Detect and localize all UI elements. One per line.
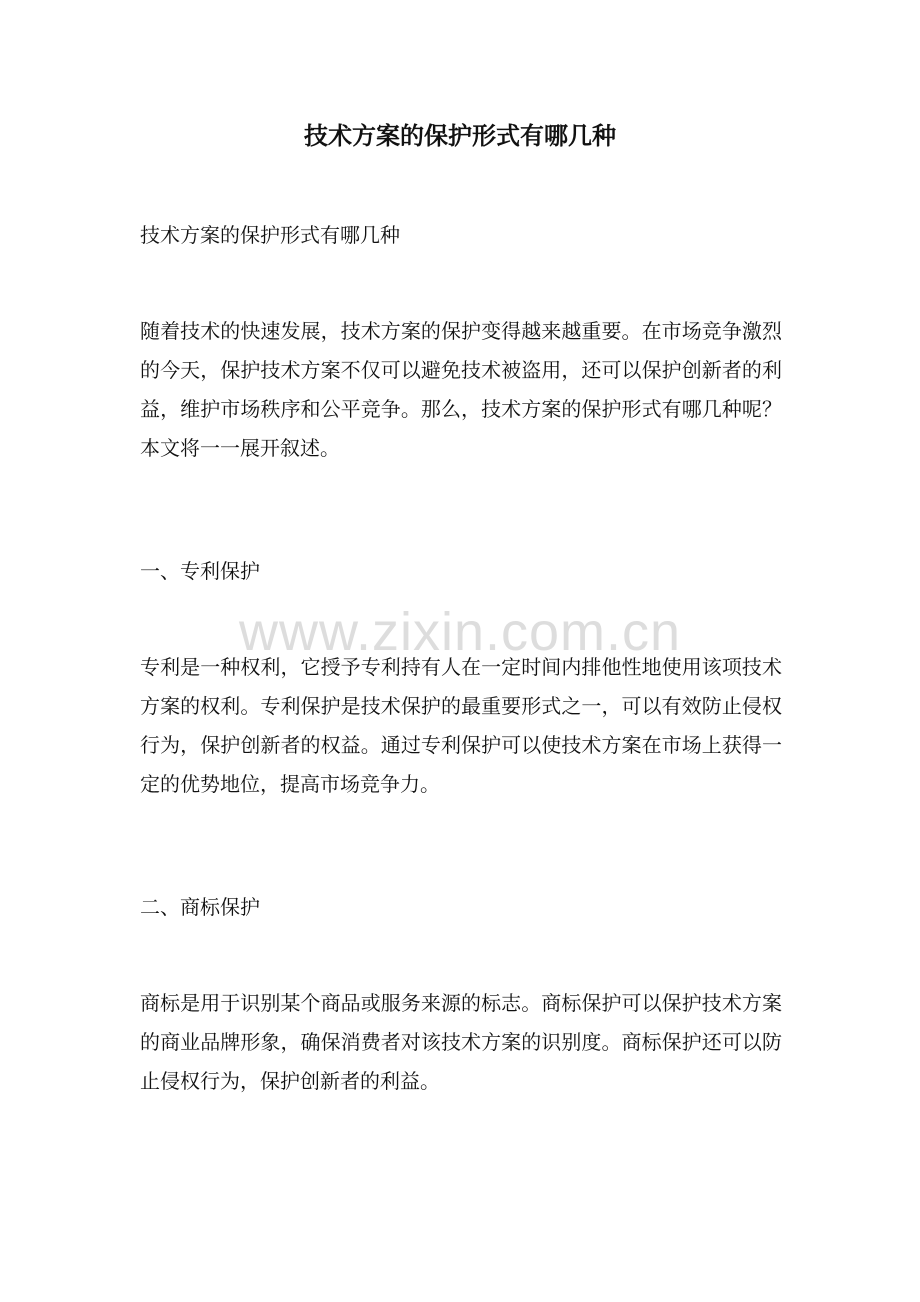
- intro-paragraph: 随着技术的快速发展，技术方案的保护变得越来越重要。在市场竞争激烈的今天，保护技术方案不仅可以避免技术被盗用，还可以保护创新者的利益，维护市场秩序和公平竞争。那么，技术方案的保护形式有哪几种呢？本文将一一展开叙述。: [140, 319, 782, 460]
- section-heading-patent: 一、专利保护: [140, 559, 260, 583]
- section-heading-trademark: 二、商标保护: [140, 895, 260, 919]
- section-body-trademark: 商标是用于识别某个商品或服务来源的标志。商标保护可以保护技术方案的商业品牌形象，确保消费者对该技术方案的识别度。商标保护还可以防止侵权行为，保护创新者的利益。: [140, 991, 782, 1093]
- watermark-text: www.zixin.com.cn: [238, 602, 682, 662]
- document-subtitle: 技术方案的保护形式有哪几种: [140, 223, 400, 247]
- section-body-patent: 专利是一种权利，它授予专利持有人在一定时间内排他性地使用该项技术方案的权利。专利保护是技术保护的最重要形式之一，可以有效防止侵权行为，保护创新者的权益。通过专利保护可以使技术方案在市场上获得一定的优势地位，提高市场竞争力。: [140, 655, 782, 796]
- document-title: 技术方案的保护形式有哪几种: [304, 121, 616, 150]
